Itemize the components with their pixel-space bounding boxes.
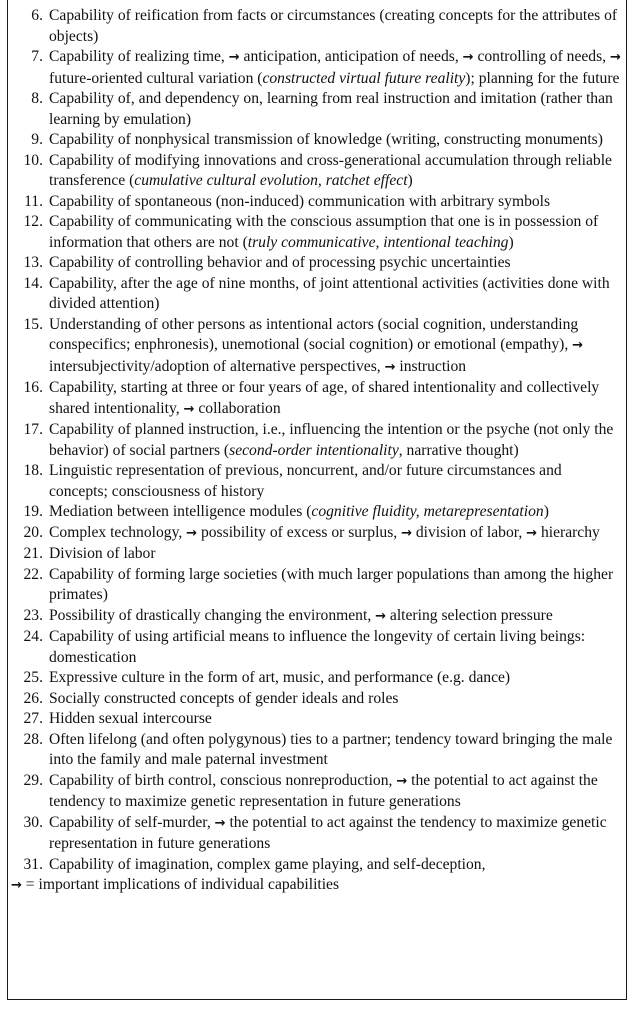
text-segment: Mediation between intelligence modules ( bbox=[49, 503, 312, 520]
legend-footnote bbox=[8, 875, 626, 897]
item-text bbox=[44, 315, 626, 379]
text-segment: division of labor, bbox=[411, 523, 527, 541]
list-item bbox=[8, 709, 626, 730]
item-text bbox=[44, 771, 626, 813]
text-segment: Capability of planned instruction, i.e., influencing the intention or the psyche (not only the behavior) of social partners ( bbox=[49, 421, 614, 459]
item-number: 17. bbox=[23, 421, 43, 438]
item-number: 18. bbox=[23, 462, 43, 479]
list-item bbox=[8, 689, 626, 710]
list-item bbox=[8, 771, 626, 813]
arrow-icon: → bbox=[401, 525, 412, 541]
item-text bbox=[44, 523, 626, 545]
list-item bbox=[8, 151, 626, 192]
item-text bbox=[44, 192, 626, 213]
item-text bbox=[44, 420, 626, 461]
text-segment: instruction bbox=[395, 357, 467, 375]
text-segment: Possibility of drastically changing the environment, bbox=[49, 606, 376, 624]
italic-text: cognitive fluidity, metarepresentation bbox=[311, 503, 544, 520]
text-segment: Capability of realizing time, bbox=[49, 48, 229, 65]
list-item bbox=[8, 523, 626, 545]
text-segment: Hidden sexual intercourse bbox=[49, 710, 212, 727]
text-segment: Capability of using artificial means to influence the longevity of certain living beings: domestication bbox=[49, 628, 586, 666]
text-segment: Capability of imagination, complex game playing, and self-deception, bbox=[49, 855, 486, 873]
item-number: 14. bbox=[23, 274, 43, 292]
text-segment: Division of labor bbox=[49, 545, 156, 562]
item-text bbox=[44, 689, 626, 710]
text-segment: Capability of forming large societies (with much larger populations than among the higher primates) bbox=[49, 565, 614, 603]
arrow-icon: → bbox=[462, 50, 474, 65]
item-text bbox=[44, 565, 626, 606]
item-number: 7. bbox=[31, 48, 43, 65]
text-segment: Capability of communicating with the conscious assumption that one is in possession of information that others are not ( bbox=[49, 213, 599, 251]
text-segment: Capability of reification from facts or circumstances (creating concepts for the attributes of objects) bbox=[49, 7, 618, 45]
item-number: 29. bbox=[23, 771, 43, 789]
arrow-icon: → bbox=[228, 50, 240, 65]
italic-text: constructed virtual future reality bbox=[262, 69, 466, 87]
arrow-icon: → bbox=[214, 815, 226, 831]
italic-text: second-order intentionality bbox=[229, 441, 399, 459]
list-item bbox=[8, 89, 626, 130]
text-segment: possibility of excess or surplus, bbox=[197, 523, 402, 541]
list-item bbox=[8, 192, 626, 213]
list-item bbox=[8, 855, 626, 876]
item-number: 19. bbox=[23, 503, 43, 520]
text-segment: , narrative thought) bbox=[398, 441, 519, 459]
item-number: 24. bbox=[23, 628, 43, 645]
item-text bbox=[44, 502, 626, 523]
arrow-icon: → bbox=[609, 50, 621, 65]
arrow-icon: → bbox=[526, 525, 538, 541]
list-item bbox=[8, 253, 626, 274]
item-number: 15. bbox=[23, 315, 43, 333]
italic-text: truly communicative, intentional teaching bbox=[247, 233, 509, 251]
arrow-icon: → bbox=[384, 359, 396, 375]
list-item bbox=[8, 544, 626, 565]
text-segment: ) bbox=[407, 172, 413, 189]
text-segment: the potential to act against the tendency to maximize genetic representation in future generations bbox=[49, 813, 607, 852]
item-text bbox=[44, 212, 626, 253]
text-segment: ); planning for the future bbox=[465, 69, 620, 87]
text-segment: Often lifelong (and often polygynous) ties to a partner; tendency toward bringing the male into the family and male paternal investment bbox=[49, 730, 613, 768]
text-segment: Expressive culture in the form of art, music, and performance (e.g. dance) bbox=[49, 669, 511, 686]
item-number: 21. bbox=[23, 545, 43, 562]
item-text bbox=[44, 855, 626, 876]
arrow-icon: → bbox=[375, 608, 387, 624]
list-item bbox=[8, 813, 626, 855]
item-number: 30. bbox=[23, 813, 43, 831]
text-segment: ) bbox=[508, 233, 514, 251]
item-number: 11. bbox=[24, 192, 43, 210]
arrow-icon: → bbox=[11, 878, 22, 893]
item-text bbox=[44, 730, 626, 771]
text-segment: Capability, starting at three or four years of age, of shared intentionality and collectively shared intentionality, bbox=[49, 379, 600, 417]
item-number: 27. bbox=[23, 710, 43, 727]
item-text bbox=[44, 274, 626, 315]
text-segment: Capability of spontaneous (non-induced) communication with arbitrary symbols bbox=[49, 192, 551, 210]
list-item bbox=[8, 461, 626, 502]
text-segment: Socially constructed concepts of gender ideals and roles bbox=[49, 689, 399, 707]
list-item bbox=[8, 565, 626, 606]
text-segment: altering selection pressure bbox=[386, 606, 553, 624]
text-segment: Linguistic representation of previous, noncurrent, and/or future circumstances and concepts; consciousness of history bbox=[49, 462, 562, 500]
arrow-icon: → bbox=[186, 525, 198, 541]
list-item bbox=[8, 274, 626, 315]
item-text bbox=[44, 813, 626, 855]
text-segment: Capability of, and dependency on, learning from real instruction and imitation (rather than learning by emulation) bbox=[49, 90, 613, 128]
item-text bbox=[44, 89, 626, 130]
text-segment: Capability of birth control, conscious nonreproduction, bbox=[49, 771, 397, 789]
item-number: 9. bbox=[31, 131, 43, 148]
list-item bbox=[8, 502, 626, 523]
text-segment: Capability of controlling behavior and of processing psychic uncertainties bbox=[49, 254, 511, 271]
list-item bbox=[8, 378, 626, 420]
item-number: 13. bbox=[23, 254, 43, 271]
item-number: 31. bbox=[23, 855, 43, 873]
arrow-icon: → bbox=[572, 338, 584, 353]
text-segment: intersubjectivity/adoption of alternative perspectives, bbox=[49, 357, 385, 375]
list-item bbox=[8, 627, 626, 668]
arrow-icon: → bbox=[183, 401, 195, 417]
item-text bbox=[44, 378, 626, 420]
list-item bbox=[8, 130, 626, 151]
text-segment: ) bbox=[543, 503, 549, 520]
item-number: 8. bbox=[31, 90, 43, 107]
item-number: 25. bbox=[23, 669, 43, 686]
text-segment: Understanding of other persons as intentional actors (social cognition, understanding conspecifics; enphronesis), unemotional (social cognition) or emotional (empathy), bbox=[49, 315, 579, 353]
item-text bbox=[44, 461, 626, 502]
list-item bbox=[8, 420, 626, 461]
italic-text: cumulative cultural evolution, ratchet effect bbox=[134, 172, 408, 189]
text-segment: future-oriented cultural variation ( bbox=[49, 69, 263, 87]
item-number: 20. bbox=[23, 523, 43, 541]
list-item bbox=[8, 212, 626, 253]
item-text bbox=[44, 253, 626, 274]
text-segment: anticipation, anticipation of needs, bbox=[239, 48, 463, 65]
item-number: 22. bbox=[23, 565, 43, 583]
item-number: 12. bbox=[23, 213, 43, 230]
text-segment: Capability of self-murder, bbox=[49, 813, 215, 831]
item-number: 10. bbox=[23, 151, 43, 169]
list-item bbox=[8, 47, 626, 89]
item-text bbox=[44, 47, 626, 89]
item-text bbox=[44, 668, 626, 689]
capabilities-table bbox=[7, 0, 627, 1000]
item-text bbox=[44, 151, 626, 192]
item-number: 26. bbox=[23, 689, 43, 707]
text-segment: Capability of modifying innovations and cross-generational accumulation through reliable transference ( bbox=[49, 151, 612, 189]
text-segment: Complex technology, bbox=[49, 523, 187, 541]
item-number: 6. bbox=[31, 7, 43, 24]
item-text bbox=[44, 6, 626, 47]
text-segment: the potential to act against the tendency to maximize genetic representation in future generations bbox=[49, 771, 598, 810]
text-segment: Capability, after the age of nine months, of joint attentional activities (activities done with divided attention) bbox=[49, 274, 610, 312]
item-number: 16. bbox=[23, 379, 43, 396]
item-number: 23. bbox=[23, 606, 43, 624]
item-text bbox=[44, 709, 626, 730]
item-text bbox=[44, 544, 626, 565]
item-text bbox=[44, 627, 626, 668]
text-segment: hierarchy bbox=[537, 523, 600, 541]
list-item bbox=[8, 730, 626, 771]
item-number: 28. bbox=[23, 730, 43, 748]
text-segment: collaboration bbox=[194, 399, 281, 417]
list-item bbox=[8, 6, 626, 47]
arrow-icon: → bbox=[396, 773, 408, 789]
item-text bbox=[44, 606, 626, 628]
item-text bbox=[44, 130, 626, 151]
capabilities-list bbox=[8, 0, 626, 875]
text-segment: controlling of needs, bbox=[473, 48, 610, 65]
list-item bbox=[8, 606, 626, 628]
text-segment: Capability of nonphysical transmission of knowledge (writing, constructing monuments) bbox=[49, 131, 603, 148]
list-item bbox=[8, 668, 626, 689]
legend-text: = important implications of individual capabilities bbox=[21, 876, 340, 893]
list-item bbox=[8, 315, 626, 379]
